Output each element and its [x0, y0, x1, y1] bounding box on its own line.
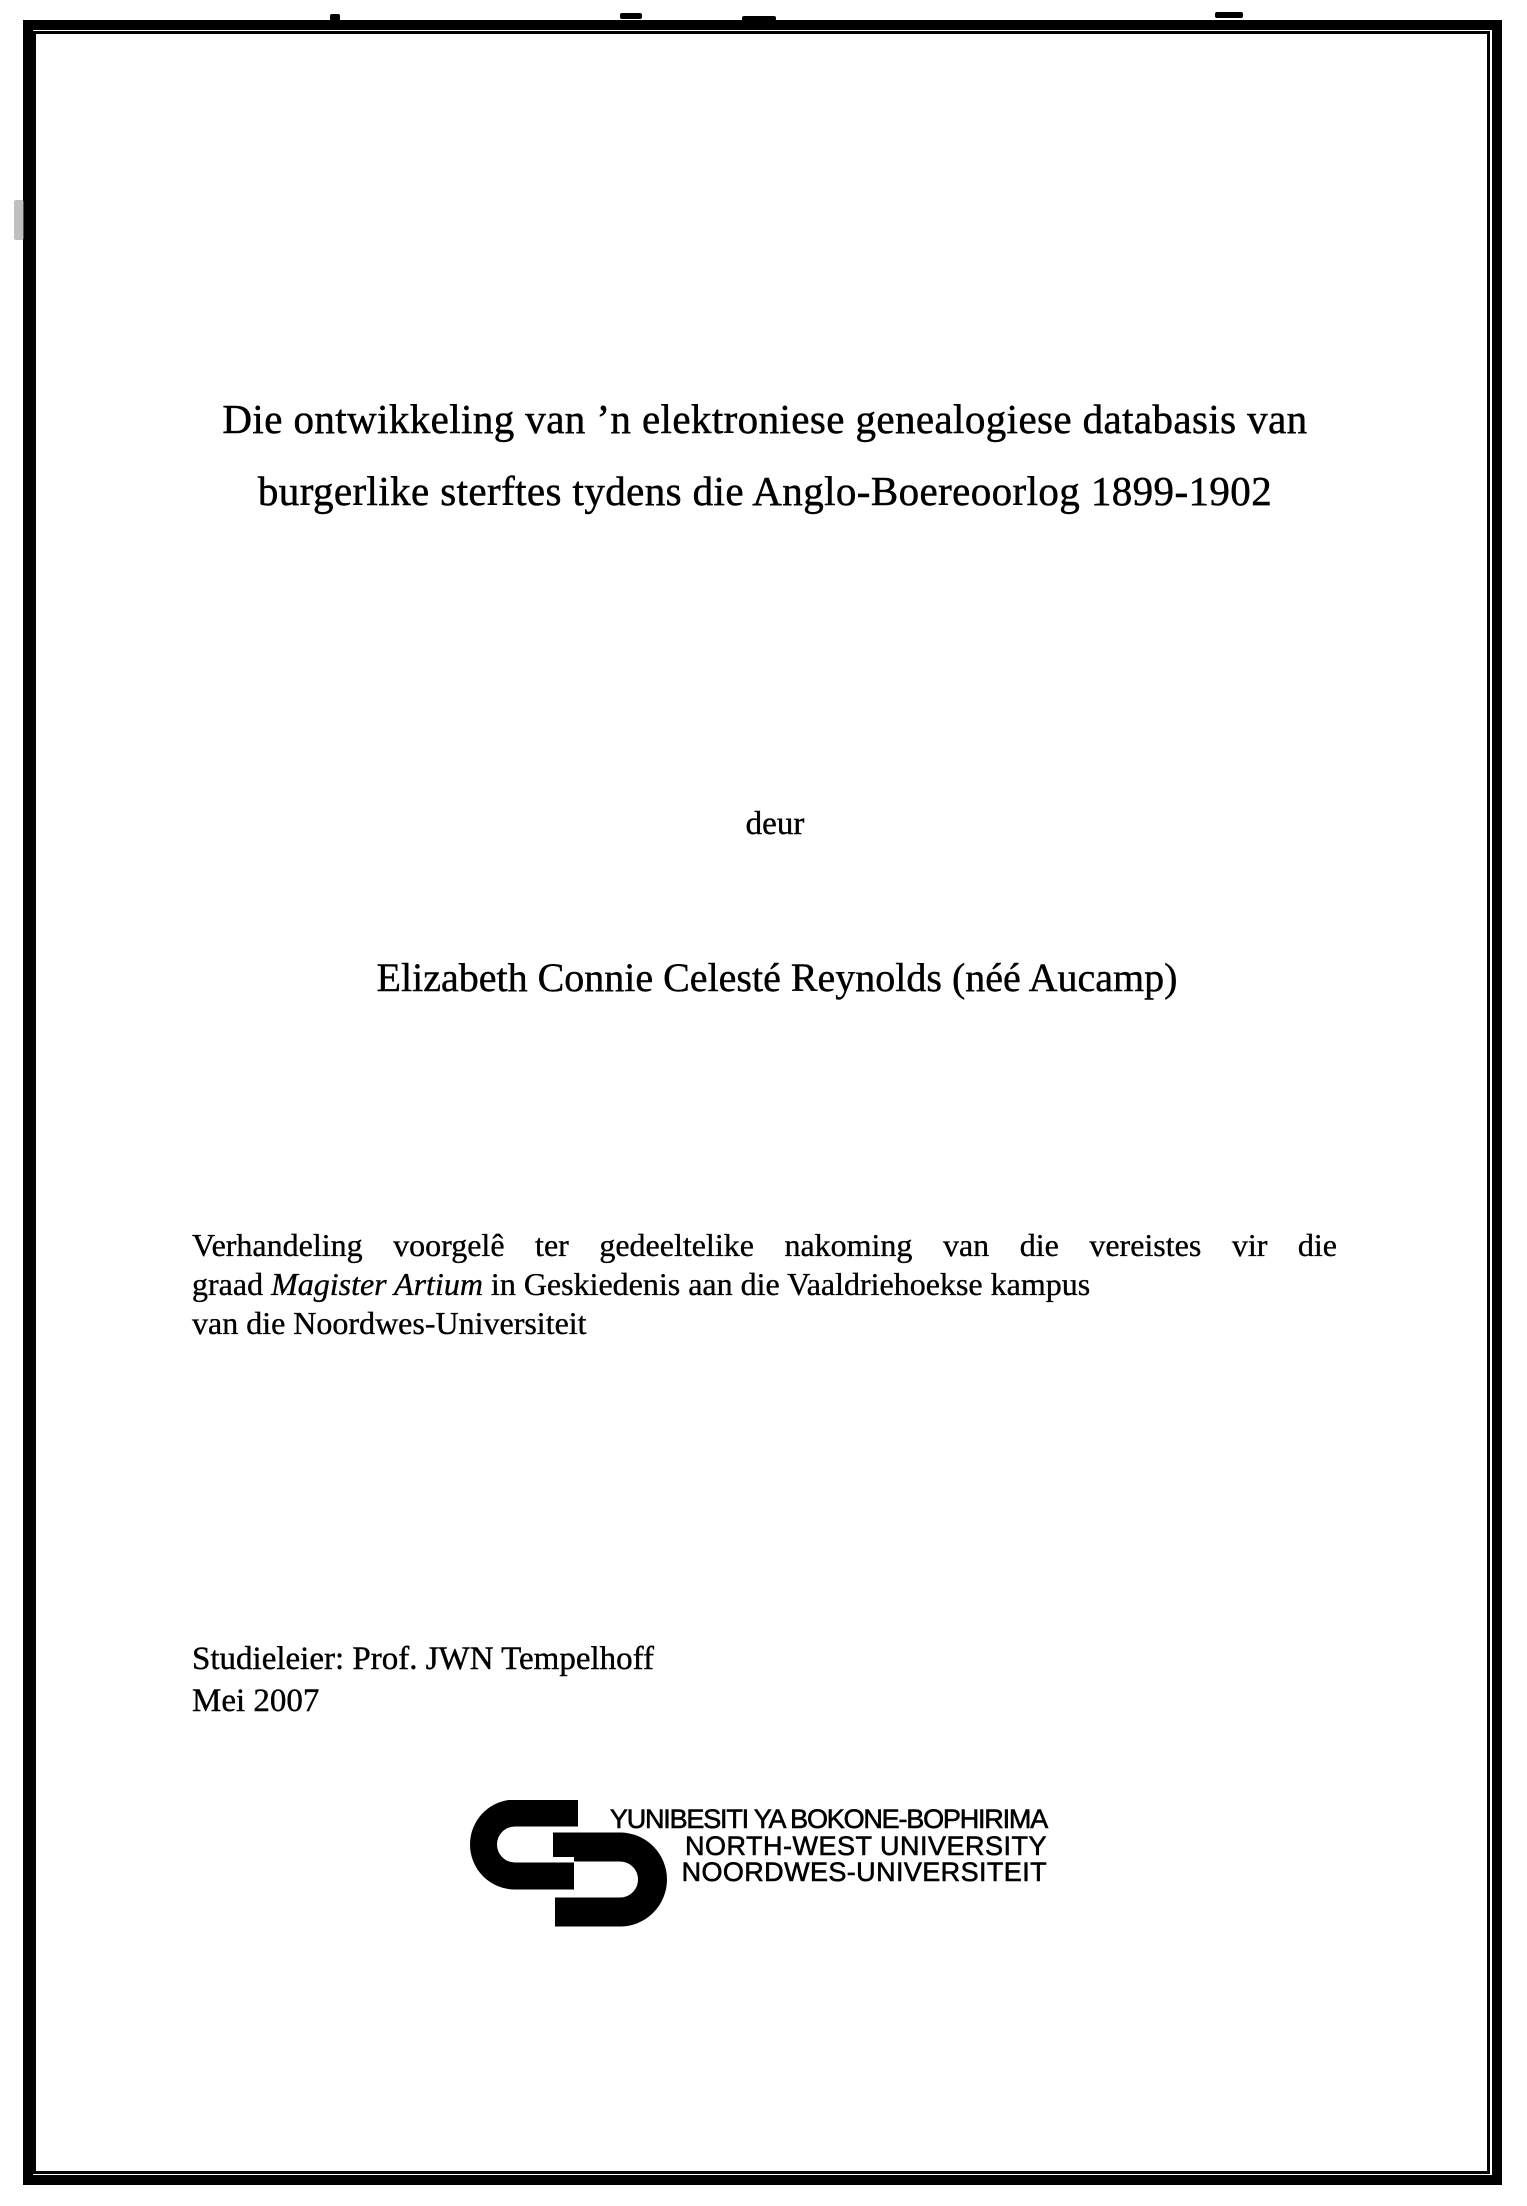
- supervisor-block: [192, 1638, 654, 1722]
- university-name-afrikaans: NOORDWES-UNIVERSITEIT: [681, 1857, 1047, 1887]
- date-line: Mei 2007: [192, 1683, 320, 1719]
- statement-line2-suffix: in Geskiedenis aan die Vaaldriehoekse kampus: [482, 1266, 1091, 1302]
- university-logo: [470, 1800, 1070, 1935]
- scan-artifact: [14, 200, 24, 240]
- author-name: Elizabeth Connie Celesté Reynolds (néé Aucamp): [376, 955, 1178, 1000]
- thesis-statement-line1: Verhandeling voorgelê ter gedeeltelike nakoming van die vereistes vir die: [192, 1227, 1337, 1263]
- thesis-title-line1: Die ontwikkeling van ’n elektroniese genealogiese databasis van: [222, 396, 1308, 442]
- thesis-statement: [192, 1226, 1337, 1343]
- degree-name: Magister Artium: [271, 1266, 483, 1302]
- scan-artifact: [330, 14, 340, 21]
- university-wordmark: [592, 1806, 1047, 1886]
- scan-artifact: [620, 13, 642, 19]
- thesis-title: [80, 383, 1450, 527]
- thesis-statement-line3: van die Noordwes-Universiteit: [192, 1305, 587, 1341]
- university-name-english: NORTH-WEST UNIVERSITY: [684, 1830, 1047, 1861]
- scan-artifact: [1405, 2176, 1473, 2180]
- thesis-title-line2: burgerlike sterftes tydens die Anglo-Boereoorlog 1899-1902: [257, 468, 1273, 514]
- byline-label: deur: [745, 806, 805, 842]
- scan-artifact: [742, 16, 776, 21]
- statement-line2-prefix: graad: [192, 1266, 272, 1302]
- university-name-setswana: YUNIBESITI YA BOKONE-BOPHIRIMA: [609, 1804, 1047, 1834]
- thesis-statement-line2: [192, 1265, 1337, 1304]
- scan-artifact: [1215, 12, 1243, 18]
- scan-artifact: [1250, 2176, 1330, 2180]
- supervisor-line: Studieleier: Prof. JWN Tempelhoff: [192, 1641, 655, 1677]
